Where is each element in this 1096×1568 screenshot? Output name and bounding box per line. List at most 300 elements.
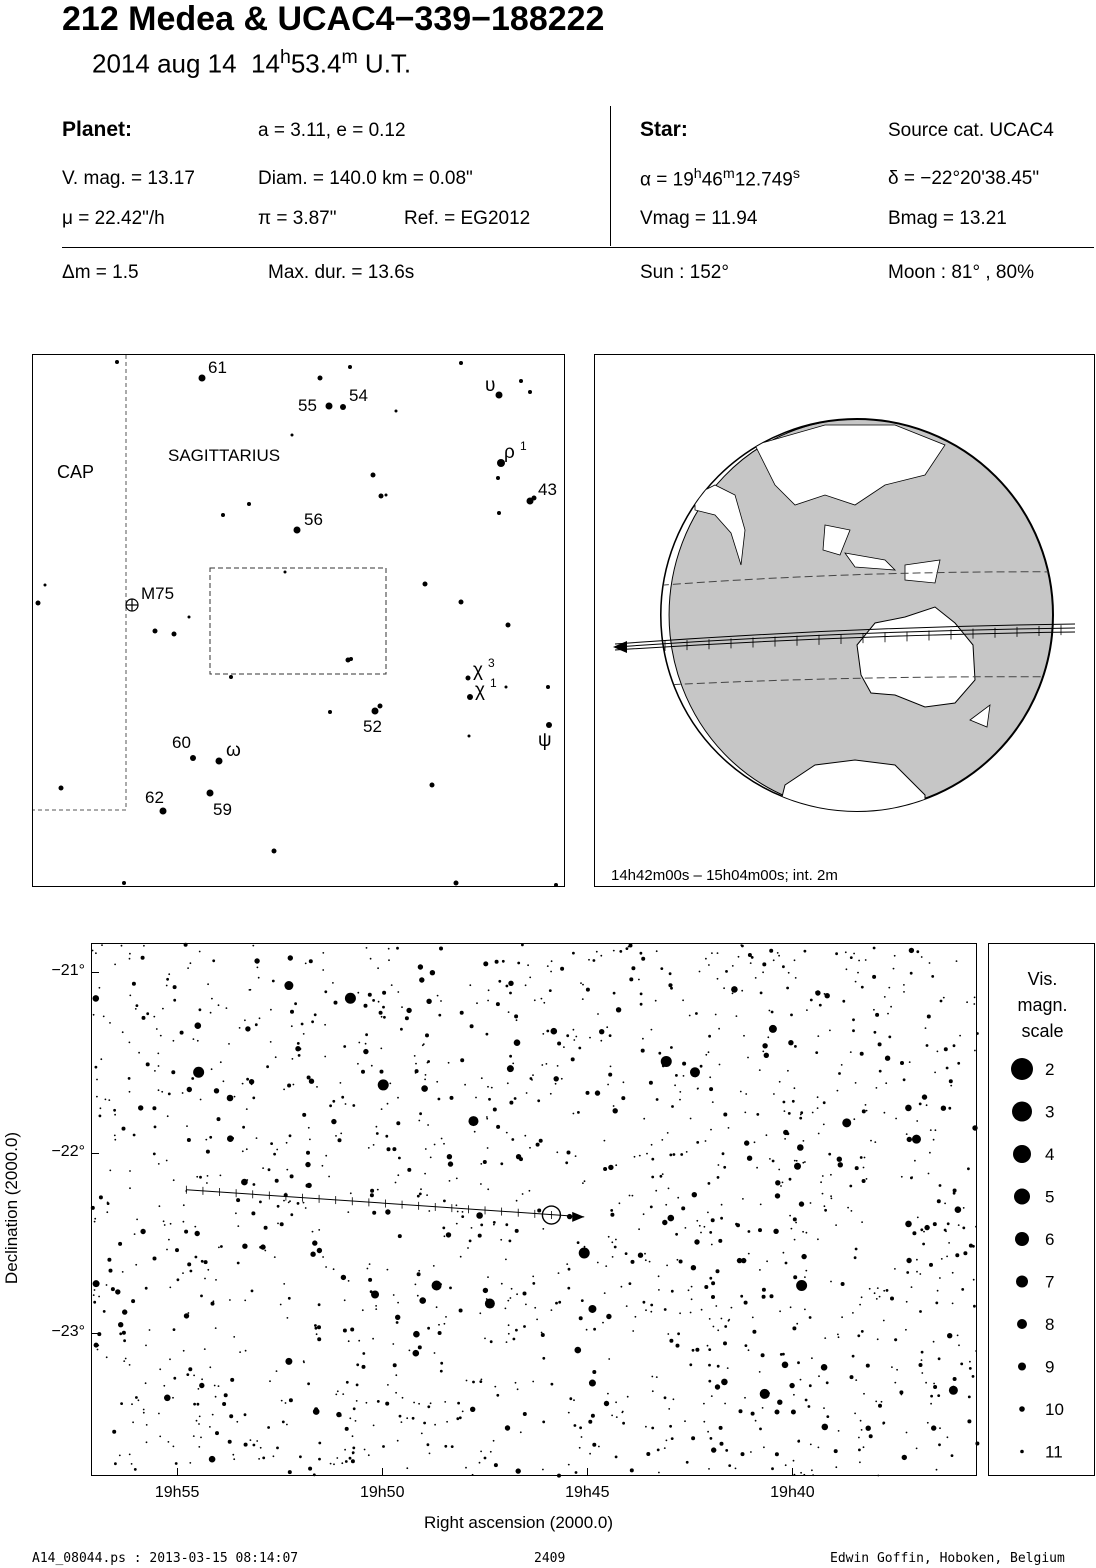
background-star bbox=[199, 1008, 202, 1011]
background-star bbox=[939, 1184, 942, 1187]
background-star bbox=[818, 1133, 820, 1135]
background-star bbox=[755, 977, 757, 979]
background-star bbox=[465, 1467, 467, 1469]
background-star bbox=[445, 1316, 447, 1318]
background-star bbox=[161, 1091, 163, 1093]
scale-magnitude-label: 6 bbox=[1045, 1230, 1055, 1249]
background-star bbox=[440, 1000, 442, 1002]
background-star bbox=[119, 1332, 122, 1335]
background-star bbox=[511, 1138, 514, 1141]
background-star bbox=[542, 1357, 545, 1360]
background-star bbox=[143, 1412, 145, 1414]
background-star bbox=[184, 943, 188, 947]
background-star bbox=[643, 1213, 645, 1215]
background-star bbox=[924, 1225, 929, 1230]
background-star bbox=[480, 1163, 482, 1165]
background-star bbox=[428, 1210, 430, 1212]
background-star bbox=[424, 1079, 426, 1081]
magnitude-drop: Δm = 1.5 bbox=[62, 262, 139, 283]
background-star bbox=[959, 1035, 961, 1037]
background-star bbox=[487, 1188, 489, 1190]
background-star bbox=[520, 1431, 522, 1433]
background-star bbox=[198, 1388, 200, 1390]
background-star bbox=[779, 1310, 781, 1312]
background-star bbox=[789, 1215, 791, 1217]
background-star bbox=[154, 1126, 157, 1129]
background-star bbox=[638, 1253, 643, 1258]
background-star bbox=[541, 1064, 543, 1066]
background-star bbox=[577, 1241, 580, 1244]
background-star bbox=[794, 1239, 796, 1241]
background-star bbox=[399, 1415, 402, 1418]
background-star bbox=[413, 1331, 420, 1338]
background-star bbox=[244, 1443, 248, 1447]
background-star bbox=[332, 1100, 335, 1103]
background-star bbox=[438, 1324, 440, 1326]
background-star bbox=[450, 1096, 454, 1100]
background-star bbox=[976, 1032, 979, 1035]
background-star bbox=[134, 1233, 136, 1235]
background-star bbox=[783, 1252, 785, 1254]
background-star bbox=[505, 1259, 507, 1261]
background-star bbox=[132, 1421, 134, 1423]
scale-magnitude-label: 7 bbox=[1045, 1272, 1055, 1292]
background-star bbox=[227, 1095, 234, 1102]
background-star bbox=[795, 1222, 797, 1224]
background-star bbox=[138, 1105, 143, 1110]
background-star bbox=[438, 1331, 442, 1335]
background-star bbox=[931, 1425, 936, 1430]
background-star bbox=[586, 1329, 588, 1331]
background-star bbox=[741, 1452, 745, 1456]
background-star bbox=[456, 1417, 459, 1420]
background-star bbox=[427, 1124, 429, 1126]
background-star bbox=[709, 1231, 712, 1234]
background-star bbox=[649, 1081, 653, 1085]
background-star bbox=[759, 1269, 761, 1271]
background-star bbox=[322, 952, 324, 954]
finder-star bbox=[221, 513, 225, 517]
background-star bbox=[796, 1323, 798, 1325]
x-tick-mark bbox=[382, 1468, 383, 1476]
background-star bbox=[780, 1185, 782, 1187]
background-star bbox=[759, 1069, 761, 1071]
background-star bbox=[720, 1442, 724, 1446]
background-star bbox=[588, 959, 590, 961]
background-star bbox=[771, 1467, 774, 1470]
background-star bbox=[451, 1445, 454, 1448]
background-star bbox=[852, 1312, 854, 1314]
background-star bbox=[782, 1182, 784, 1184]
background-star bbox=[849, 1185, 852, 1188]
background-star bbox=[527, 964, 529, 966]
background-star bbox=[600, 955, 602, 957]
background-star bbox=[546, 1030, 549, 1033]
background-star bbox=[516, 1293, 518, 1295]
finder-star bbox=[496, 476, 500, 480]
background-star bbox=[154, 1070, 156, 1072]
finder-star bbox=[348, 365, 352, 369]
background-star bbox=[815, 1051, 818, 1054]
background-star bbox=[105, 1099, 107, 1101]
background-star bbox=[883, 1290, 885, 1292]
background-star bbox=[718, 1028, 720, 1030]
background-star bbox=[608, 1165, 613, 1170]
background-star bbox=[566, 1034, 569, 1037]
background-star bbox=[113, 1109, 116, 1112]
background-star bbox=[919, 1363, 923, 1367]
background-star bbox=[122, 1331, 126, 1335]
background-star bbox=[145, 1382, 147, 1384]
background-star bbox=[169, 1287, 171, 1289]
background-star bbox=[874, 1141, 876, 1143]
background-star bbox=[662, 1173, 664, 1175]
background-star bbox=[664, 1396, 667, 1399]
background-star bbox=[604, 1140, 606, 1142]
background-star bbox=[303, 1202, 305, 1204]
background-star bbox=[258, 1458, 260, 1460]
bright-star bbox=[507, 1065, 514, 1072]
background-star bbox=[879, 1296, 881, 1298]
background-star bbox=[380, 1070, 384, 1074]
background-star bbox=[936, 1469, 938, 1471]
background-star bbox=[508, 1011, 510, 1013]
background-star bbox=[338, 1138, 342, 1142]
background-star bbox=[444, 1235, 446, 1237]
background-star bbox=[95, 1066, 98, 1069]
background-star bbox=[894, 1268, 896, 1270]
background-star bbox=[266, 1065, 269, 1068]
background-star bbox=[607, 1084, 609, 1086]
background-star bbox=[563, 1046, 565, 1048]
background-star bbox=[895, 1118, 897, 1120]
background-star bbox=[645, 1259, 647, 1261]
background-star bbox=[736, 1223, 740, 1227]
scale-magnitude-label: 4 bbox=[1045, 1145, 1055, 1164]
background-star bbox=[317, 1248, 322, 1253]
background-star bbox=[881, 1401, 883, 1403]
background-star bbox=[905, 1329, 907, 1331]
background-star bbox=[886, 1289, 889, 1292]
background-star bbox=[342, 1393, 344, 1395]
background-star bbox=[887, 1013, 889, 1015]
background-star bbox=[349, 1457, 352, 1460]
background-star bbox=[715, 1014, 717, 1016]
background-star bbox=[123, 1339, 126, 1342]
background-star bbox=[823, 1101, 826, 1104]
y-axis-title: Declination (2000.0) bbox=[2, 1131, 21, 1285]
background-star bbox=[830, 1195, 832, 1197]
background-star bbox=[274, 1256, 276, 1258]
background-star bbox=[579, 1426, 582, 1429]
background-star bbox=[646, 1153, 648, 1155]
background-star bbox=[397, 1174, 399, 1176]
background-star bbox=[220, 1245, 223, 1248]
footer-file: A14_08044.ps : 2013-03-15 08:14:07 bbox=[32, 1551, 299, 1566]
background-star bbox=[650, 1206, 653, 1209]
background-star bbox=[718, 1164, 720, 1166]
background-star bbox=[228, 1043, 230, 1045]
background-star bbox=[288, 1202, 290, 1204]
background-star bbox=[318, 1229, 320, 1231]
background-star bbox=[379, 1011, 383, 1015]
background-star bbox=[738, 956, 740, 958]
background-star bbox=[537, 1099, 540, 1102]
background-star bbox=[168, 1093, 171, 1096]
field-of-view-box bbox=[210, 568, 386, 674]
background-star bbox=[953, 1189, 957, 1193]
background-star bbox=[199, 1383, 204, 1388]
background-star bbox=[649, 1261, 651, 1263]
background-star bbox=[769, 1158, 771, 1160]
background-star bbox=[381, 1016, 383, 1018]
background-star bbox=[387, 1103, 389, 1105]
background-star bbox=[244, 1300, 246, 1302]
background-star bbox=[262, 1457, 265, 1460]
background-star bbox=[953, 1044, 956, 1047]
background-star bbox=[582, 998, 584, 1000]
background-star bbox=[209, 1426, 211, 1428]
background-star bbox=[973, 1003, 975, 1005]
background-star bbox=[921, 1351, 924, 1354]
background-star bbox=[441, 1138, 443, 1140]
background-star bbox=[557, 1065, 559, 1067]
background-star bbox=[541, 1333, 545, 1337]
background-star bbox=[802, 1231, 804, 1233]
background-star bbox=[920, 1228, 923, 1231]
background-star bbox=[809, 1384, 812, 1387]
background-star bbox=[861, 986, 864, 989]
background-star bbox=[475, 1097, 477, 1099]
background-star bbox=[419, 1297, 426, 1304]
background-star bbox=[479, 1462, 481, 1464]
header-divider bbox=[610, 106, 611, 246]
background-star bbox=[955, 1206, 962, 1213]
finder-star bbox=[532, 496, 537, 501]
background-star bbox=[109, 1170, 111, 1172]
background-star bbox=[937, 1290, 939, 1292]
background-star bbox=[650, 1311, 652, 1313]
background-star bbox=[120, 1402, 123, 1405]
finder-star bbox=[528, 390, 532, 394]
background-star bbox=[519, 1470, 521, 1472]
background-star bbox=[153, 1016, 155, 1018]
background-star bbox=[469, 984, 471, 986]
background-star bbox=[837, 1334, 839, 1336]
background-star bbox=[136, 1219, 138, 1221]
background-star bbox=[933, 1385, 937, 1389]
background-star bbox=[235, 1212, 237, 1214]
background-star bbox=[132, 982, 136, 986]
background-star bbox=[114, 1462, 117, 1465]
background-star bbox=[550, 1093, 552, 1095]
background-star bbox=[462, 1411, 464, 1413]
background-star bbox=[227, 1135, 234, 1142]
background-star bbox=[762, 1043, 767, 1048]
background-star bbox=[699, 1225, 701, 1227]
background-star bbox=[398, 1157, 401, 1160]
background-star bbox=[806, 1009, 808, 1011]
background-star bbox=[641, 957, 645, 961]
background-star bbox=[367, 1268, 369, 1270]
bright-star bbox=[371, 1291, 379, 1299]
background-star bbox=[744, 1397, 746, 1399]
background-star bbox=[290, 1174, 294, 1178]
background-star bbox=[673, 1153, 676, 1156]
background-star bbox=[584, 1180, 586, 1182]
background-star bbox=[514, 1039, 521, 1046]
background-star bbox=[507, 1300, 509, 1302]
finder-star bbox=[496, 392, 503, 399]
background-star bbox=[197, 1403, 200, 1406]
background-star bbox=[333, 1268, 335, 1270]
background-star bbox=[838, 1162, 843, 1167]
background-star bbox=[787, 1070, 789, 1072]
magnitude-scale-svg bbox=[989, 944, 1096, 1477]
background-star bbox=[484, 1338, 486, 1340]
background-star bbox=[767, 1036, 769, 1038]
scale-magnitude-label: 2 bbox=[1045, 1060, 1055, 1079]
background-star bbox=[705, 1140, 707, 1142]
star-label-61: 61 bbox=[208, 358, 227, 377]
background-star bbox=[888, 987, 890, 989]
background-star bbox=[922, 1243, 925, 1246]
bright-star bbox=[579, 1247, 590, 1258]
background-star bbox=[335, 1135, 337, 1137]
background-star bbox=[860, 1420, 862, 1422]
finder-star bbox=[44, 584, 47, 587]
background-star bbox=[878, 1404, 882, 1408]
background-star bbox=[169, 1358, 171, 1360]
finder-star bbox=[190, 755, 196, 761]
background-star bbox=[209, 1456, 216, 1463]
m75-label: M75 bbox=[141, 584, 175, 603]
background-star bbox=[486, 1116, 488, 1118]
background-star bbox=[517, 1388, 519, 1390]
background-star bbox=[787, 1132, 790, 1135]
background-star bbox=[723, 1113, 727, 1117]
event-datetime: 2014 aug 14 14$^h$53.4$^m$ U.T. bbox=[92, 46, 412, 79]
background-star bbox=[471, 1227, 473, 1229]
background-star bbox=[830, 1174, 832, 1176]
background-star bbox=[488, 989, 490, 991]
finder-chart-svg bbox=[33, 355, 566, 888]
background-star bbox=[916, 1259, 918, 1261]
background-star bbox=[509, 992, 512, 995]
background-star bbox=[835, 1466, 837, 1468]
background-star bbox=[606, 1026, 608, 1028]
background-star bbox=[436, 1306, 438, 1308]
background-star bbox=[97, 1349, 99, 1351]
background-star bbox=[362, 1352, 365, 1355]
background-star bbox=[710, 1129, 712, 1131]
background-star bbox=[314, 1407, 318, 1411]
finder-star bbox=[153, 629, 158, 634]
background-star bbox=[841, 1282, 845, 1286]
scale-title-line-2: magn. bbox=[1017, 995, 1068, 1015]
x-tick-mark bbox=[587, 1468, 588, 1476]
background-star bbox=[770, 1294, 774, 1298]
background-star bbox=[685, 1227, 687, 1229]
background-star bbox=[417, 1272, 421, 1276]
path-direction-arrow-icon bbox=[613, 641, 627, 653]
background-star bbox=[415, 1284, 417, 1286]
bright-star bbox=[760, 1389, 770, 1399]
background-star bbox=[352, 1104, 355, 1107]
background-star bbox=[542, 1033, 544, 1035]
star-label-60: 60 bbox=[172, 733, 191, 752]
background-star bbox=[800, 1472, 802, 1474]
background-star bbox=[496, 1394, 499, 1397]
background-star bbox=[554, 1076, 559, 1081]
planet-diameter: Diam. = 140.0 km = 0.08" bbox=[258, 168, 473, 189]
background-star bbox=[593, 959, 596, 962]
background-star bbox=[593, 1328, 596, 1331]
star-ra: $\alpha = 19^h46^m12.749^s$ bbox=[640, 166, 800, 191]
background-star bbox=[182, 1272, 184, 1274]
background-star bbox=[536, 1143, 540, 1147]
background-star bbox=[858, 1449, 861, 1452]
background-star bbox=[307, 1382, 310, 1385]
background-star bbox=[766, 1134, 768, 1136]
background-star bbox=[316, 1333, 318, 1335]
background-star bbox=[831, 1198, 833, 1200]
background-star bbox=[249, 989, 251, 991]
background-star bbox=[975, 1350, 977, 1352]
background-star bbox=[773, 959, 775, 961]
background-star bbox=[741, 990, 743, 992]
background-star bbox=[166, 1160, 168, 1162]
background-star bbox=[523, 1412, 527, 1416]
background-star bbox=[347, 1211, 349, 1213]
background-star bbox=[375, 1308, 377, 1310]
background-star bbox=[675, 1233, 678, 1236]
background-star bbox=[131, 1463, 133, 1465]
background-star bbox=[166, 978, 169, 981]
background-star bbox=[516, 1154, 521, 1159]
background-star bbox=[242, 1083, 244, 1085]
background-star bbox=[479, 1312, 481, 1314]
background-star bbox=[420, 1188, 422, 1190]
background-star bbox=[190, 1270, 193, 1273]
background-star bbox=[309, 1079, 314, 1084]
background-star bbox=[921, 1372, 923, 1374]
background-star bbox=[719, 1426, 723, 1430]
background-star bbox=[846, 968, 848, 970]
background-star bbox=[506, 1132, 508, 1134]
background-star bbox=[306, 1151, 310, 1155]
background-star bbox=[486, 1118, 488, 1120]
background-star bbox=[688, 1289, 690, 1291]
background-star bbox=[744, 1112, 746, 1114]
background-star bbox=[555, 1302, 558, 1305]
background-star bbox=[862, 1179, 866, 1183]
background-star bbox=[732, 993, 734, 995]
background-star bbox=[823, 1124, 825, 1126]
background-star bbox=[677, 1332, 680, 1335]
background-star bbox=[162, 1008, 164, 1010]
background-star bbox=[580, 982, 582, 984]
background-star bbox=[707, 1212, 709, 1214]
background-star bbox=[516, 1200, 518, 1202]
background-star bbox=[159, 1368, 161, 1370]
background-star bbox=[921, 956, 923, 958]
background-star bbox=[508, 981, 513, 986]
background-star bbox=[114, 1135, 116, 1137]
background-star bbox=[775, 1193, 780, 1198]
background-star bbox=[782, 1362, 789, 1369]
background-star bbox=[372, 1211, 376, 1215]
